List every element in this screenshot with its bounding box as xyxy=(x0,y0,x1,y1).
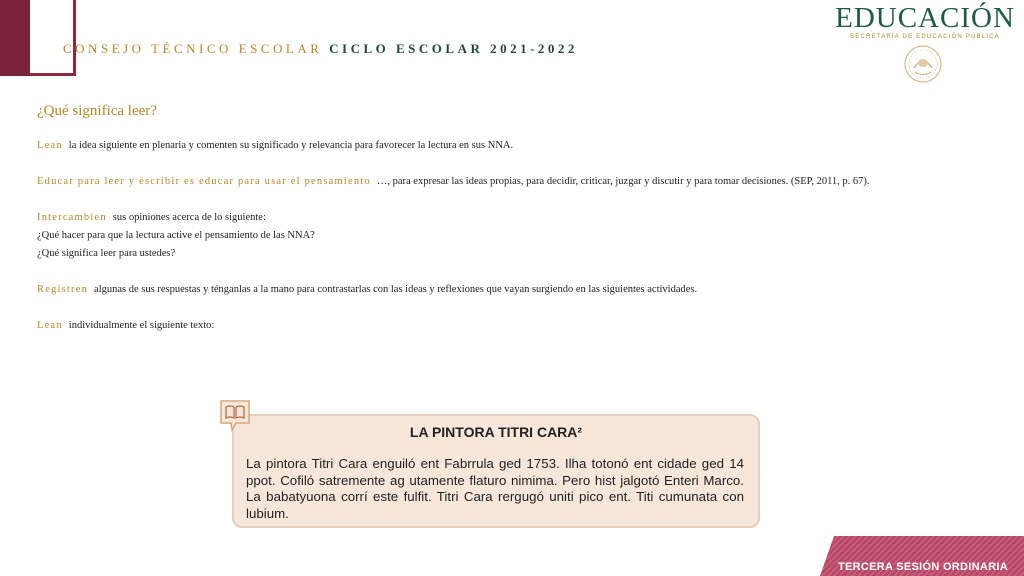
reading-card xyxy=(232,414,760,528)
keyword: Intercambien xyxy=(37,212,107,223)
paragraph-text: ¿Qué hacer para que la lectura active el pensamiento de las NNA? xyxy=(37,230,315,241)
paragraph-1 xyxy=(37,140,513,151)
paragraph-text: la idea siguiente en plenaria y comenten su significado y relevancia para favorecer la lectura en sus NNA. xyxy=(68,140,514,151)
paragraph-4 xyxy=(37,284,697,295)
header-title xyxy=(63,41,578,57)
logo-wordmark: EDUCACIÓN xyxy=(835,2,1015,34)
book-icon xyxy=(218,398,252,432)
header-cycle: CICLO ESCOLAR 2021-2022 xyxy=(329,41,578,56)
national-seal-icon xyxy=(898,44,948,84)
paragraph-text: individualmente el siguiente texto: xyxy=(68,320,215,331)
paragraph-text: …, para expresar las ideas propias, para decidir, criticar, juzgar y discutir y para tomar decisiones. (SEP, 2011, p. 67). xyxy=(376,176,870,187)
keyword: Registren xyxy=(37,284,89,295)
paragraph-3 xyxy=(37,212,266,223)
keyword: Lean xyxy=(37,140,63,151)
paragraph-text: algunas de sus respuestas y ténganlas a la mano para contrastarlas con las ideas y reflexiones que vayan surgiendo en las siguientes actividades. xyxy=(94,284,698,295)
paragraph-2 xyxy=(37,176,870,187)
paragraph-text: ¿Qué significa leer para ustedes? xyxy=(37,248,176,259)
header-council: CONSEJO TÉCNICO ESCOLAR xyxy=(63,41,323,56)
card-title: LA PINTORA TITRI CARA² xyxy=(409,424,583,440)
session-label: TERCERA SESIÓN ORDINARIA xyxy=(838,561,1008,573)
corner-accent-bar xyxy=(0,0,30,76)
card-body: La pintora Titri Cara enguiló ent Fabrrula ged 1753. Ilha totonó ent cidade ged 14 ppot. Cofiló satremente ag utamente flaturo nimima. Pero hist jalgotó Enteri Marco. La babatyuona corrí este fulfit. Titri Cara rergugó uniti pico ent. Titi cumunata con lubium. xyxy=(246,456,744,521)
logo-subtitle: SECRETARÍA DE EDUCACIÓN PÚBLICA xyxy=(850,34,1000,40)
keyword: Educar para leer y escribir es educar para usar el pensamiento xyxy=(37,176,371,187)
question-2 xyxy=(37,248,175,259)
paragraph-5 xyxy=(37,320,214,331)
education-logo xyxy=(830,2,1020,40)
section-title: ¿Qué significa leer? xyxy=(37,103,157,119)
question-1 xyxy=(37,230,315,241)
keyword: Lean xyxy=(37,320,63,331)
paragraph-text: sus opiniones acerca de lo siguiente: xyxy=(112,212,266,223)
